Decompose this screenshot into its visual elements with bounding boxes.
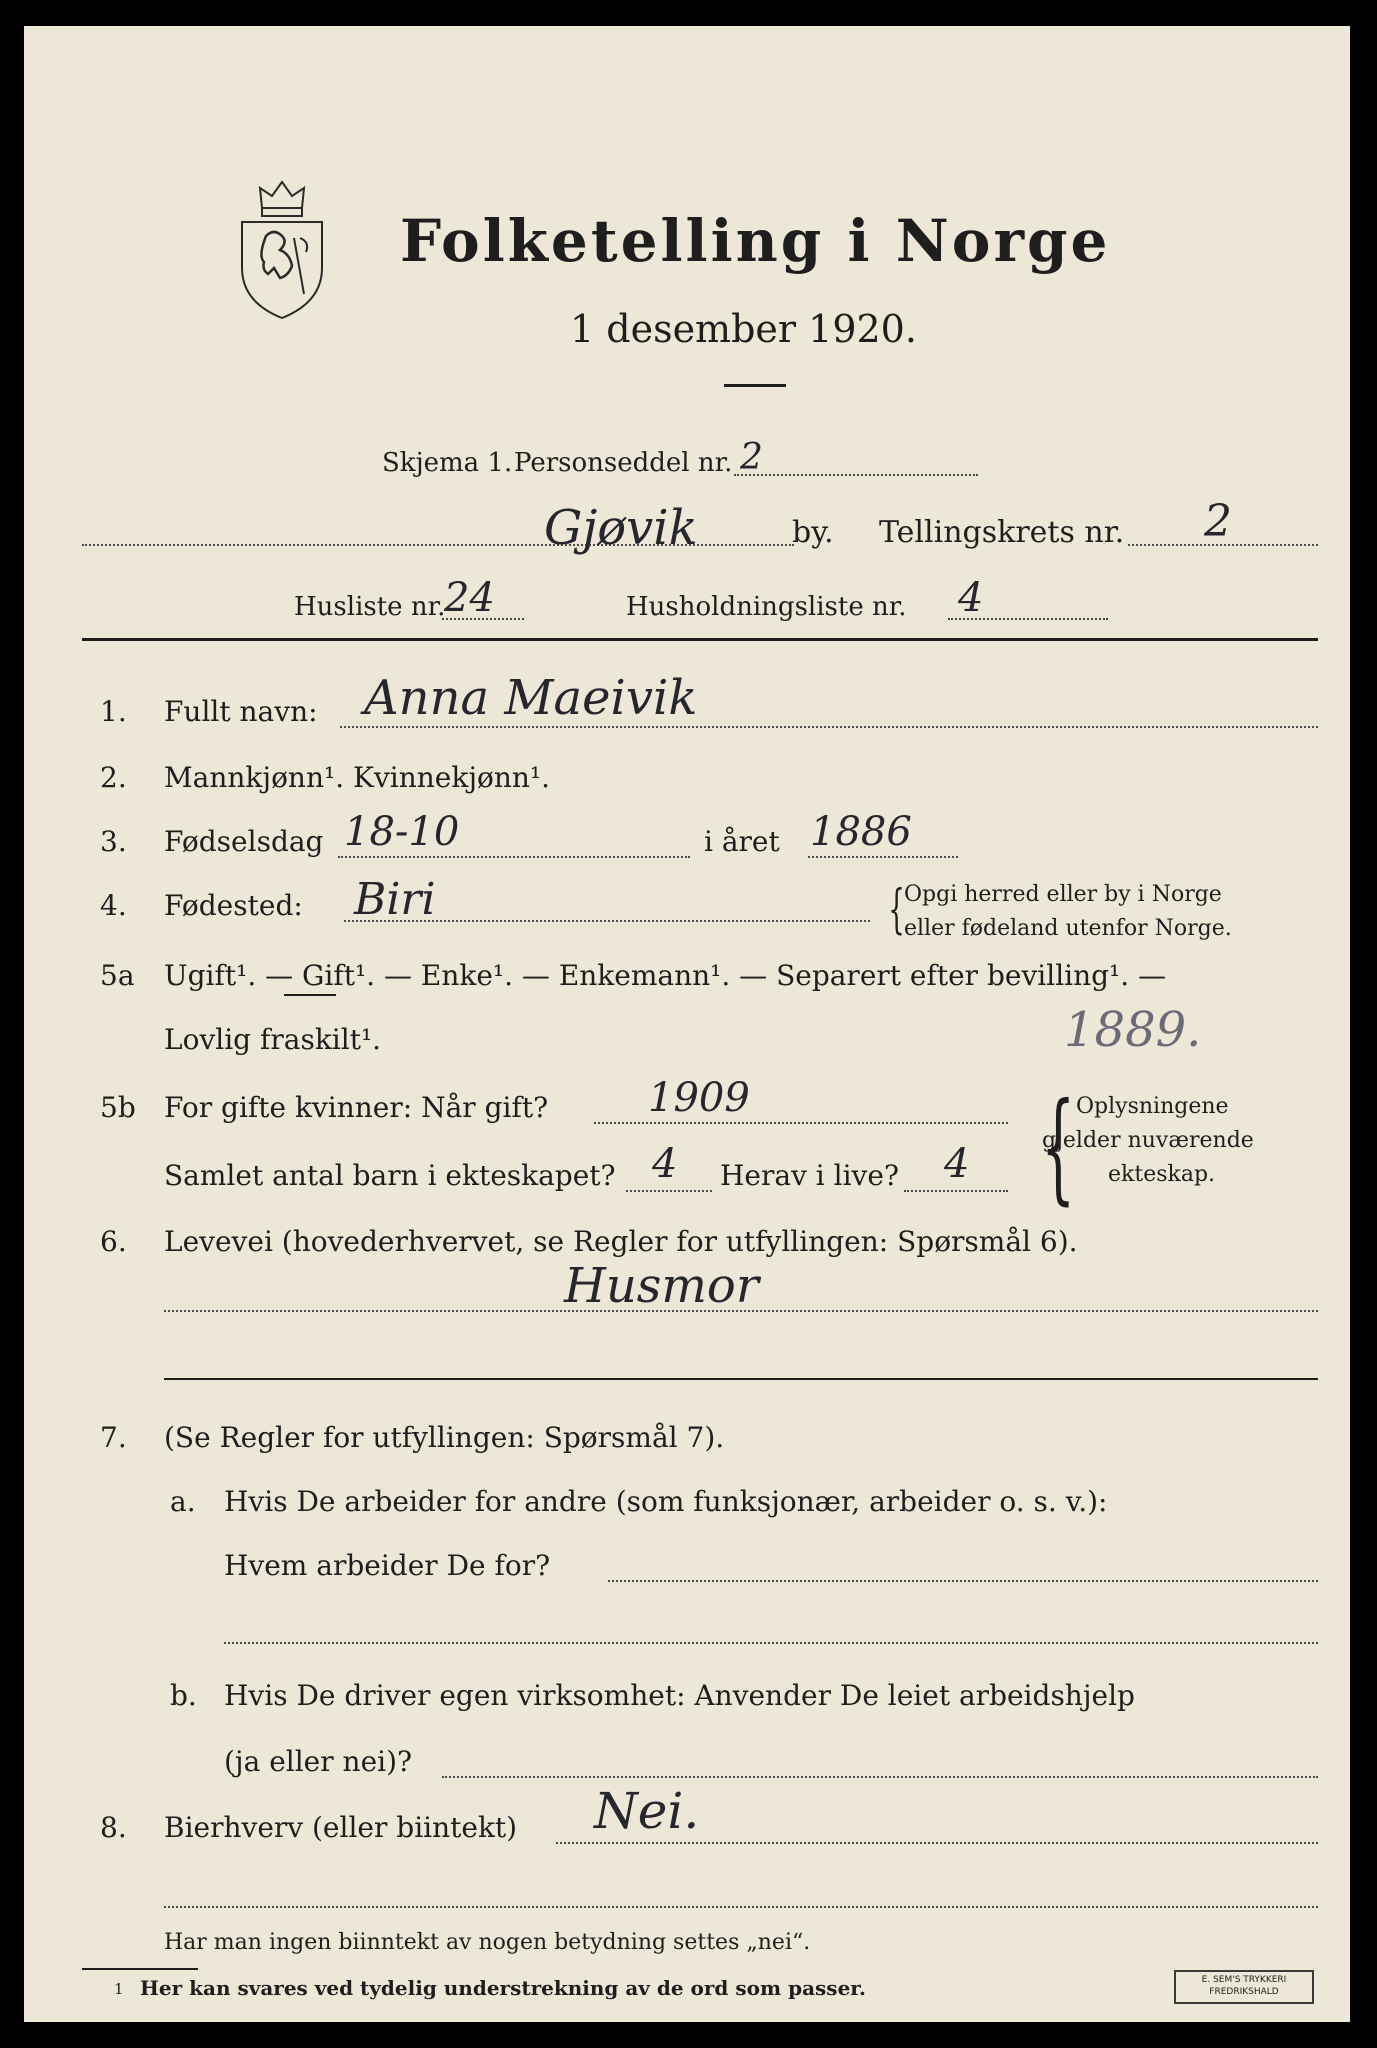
- q4-note-brace: {: [888, 880, 905, 940]
- q7b-answer-line[interactable]: [442, 1776, 1318, 1778]
- q7a-line2: Hvem arbeider De for?: [224, 1549, 551, 1582]
- q5b-married-value[interactable]: 1909: [648, 1075, 750, 1121]
- q7-label: (Se Regler for utfyllingen: Spørsmål 7).: [164, 1421, 725, 1454]
- q3-year-value[interactable]: 1886: [810, 809, 912, 855]
- census-date: 1 desember 1920.: [570, 307, 917, 351]
- q5a-number: 5a: [100, 959, 135, 992]
- husholdningsliste-label: Husholdningsliste nr.: [626, 592, 907, 622]
- q8-number: 8.: [100, 1811, 127, 1844]
- q5a-line1: Ugift¹. — Gift¹. — Enke¹. — Enkemann¹. — Separert efter bevilling¹. —: [164, 959, 1167, 992]
- q7-number: 7.: [100, 1421, 127, 1454]
- q4-label: Fødested:: [164, 889, 303, 922]
- husliste-value[interactable]: 24: [444, 575, 495, 621]
- q7b-line1: Hvis De driver egen virksomhet: Anvender De leiet arbeidshjelp: [224, 1679, 1135, 1712]
- q5b-number: 5b: [100, 1091, 136, 1124]
- q1-line: [340, 726, 1318, 728]
- q5b-alive-line: [904, 1190, 1008, 1192]
- printer-stamp: [1174, 1970, 1314, 2004]
- q5a-gift-underline[interactable]: [284, 994, 336, 996]
- tellingskrets-value[interactable]: 2: [1204, 496, 1232, 547]
- personseddel-value[interactable]: 2: [740, 437, 763, 478]
- by-value[interactable]: Gjøvik: [544, 500, 698, 556]
- footnote-rule: [82, 1968, 198, 1970]
- q1-number: 1.: [100, 695, 127, 728]
- header-rule: [82, 638, 1318, 641]
- q7b-line2: (ja eller nei)?: [224, 1745, 413, 1778]
- q5b-label2: Samlet antal barn i ekteskapet?: [164, 1159, 616, 1192]
- form-title: Folketelling i Norge: [400, 207, 1111, 275]
- husholdningsliste-value[interactable]: 4: [958, 575, 984, 621]
- personseddel-line: [734, 474, 978, 476]
- tellingskrets-label: Tellingskrets nr.: [879, 515, 1125, 550]
- q7a-letter: a.: [170, 1485, 196, 1518]
- title-divider: [724, 384, 786, 387]
- q8-value[interactable]: Nei.: [594, 1782, 700, 1840]
- husliste-label: Husliste nr.: [294, 592, 446, 622]
- personseddel-label: Personseddel nr.: [514, 448, 733, 478]
- q3-year-label: i året: [704, 825, 780, 858]
- footnote-text: Her kan svares ved tydelig understrekning av de ord som passer.: [140, 1976, 866, 2000]
- q3-number: 3.: [100, 825, 127, 858]
- q6-line2: [164, 1378, 1318, 1380]
- q7b-letter: b.: [170, 1679, 197, 1712]
- q3-day-value[interactable]: 18-10: [344, 809, 460, 855]
- q4-note-line1: Opgi herred eller by i Norge: [904, 882, 1222, 907]
- q5b-label3: Herav i live?: [720, 1159, 899, 1192]
- q5b-children-value[interactable]: 4: [652, 1141, 678, 1187]
- q5b-label1: For gifte kvinner: Når gift?: [164, 1091, 549, 1124]
- q1-value[interactable]: Anna Maeivik: [364, 670, 698, 726]
- printer-stamp-line2: FREDRIKSHALD: [1209, 1987, 1279, 1997]
- q3-year-line: [808, 856, 958, 858]
- q4-note-line2: eller fødeland utenfor Norge.: [904, 916, 1232, 941]
- q6-label: Levevei (hovederhvervet, se Regler for utfyllingen: Spørsmål 6).: [164, 1225, 1078, 1258]
- q1-label: Fullt navn:: [164, 695, 318, 728]
- q8-label: Bierhverv (eller biintekt): [164, 1811, 518, 1844]
- q8-note: Har man ingen biinntekt av nogen betydning settes „nei“.: [164, 1930, 811, 1955]
- q7a-answer-line1[interactable]: [608, 1580, 1318, 1582]
- q7a-line1: Hvis De arbeider for andre (som funksjonær, arbeider o. s. v.):: [224, 1485, 1108, 1518]
- q6-number: 6.: [100, 1225, 127, 1258]
- q2-number: 2.: [100, 761, 127, 794]
- skjema-label: Skjema 1.: [382, 448, 513, 478]
- q5a-line2: Lovlig fraskilt¹.: [164, 1023, 382, 1056]
- q4-value[interactable]: Biri: [354, 874, 436, 925]
- q5b-note-line2: gjelder nuværende: [1042, 1128, 1254, 1153]
- q5b-note-brace: {: [1040, 1078, 1076, 1217]
- printer-stamp-line1: E. SEM'S TRYKKERI: [1201, 1975, 1287, 1985]
- q8-line2: [164, 1906, 1318, 1908]
- q3-day-line: [338, 856, 690, 858]
- by-label: by.: [792, 515, 834, 550]
- q2-label: Mannkjønn¹. Kvinnekjønn¹.: [164, 761, 551, 794]
- census-form: [24, 26, 1350, 2022]
- q5a-pencil-note: 1889.: [1064, 1002, 1202, 1058]
- q5b-alive-value[interactable]: 4: [944, 1141, 970, 1187]
- q6-value[interactable]: Husmor: [564, 1258, 759, 1314]
- q4-number: 4.: [100, 889, 127, 922]
- q8-line1: [556, 1842, 1318, 1844]
- q5b-note-line3: ekteskap.: [1108, 1162, 1216, 1187]
- footnote-mark: 1: [114, 1980, 124, 1998]
- q5b-married-line: [594, 1122, 1008, 1124]
- q3-label: Fødselsdag: [164, 825, 324, 858]
- q5b-note-line1: Oplysningene: [1076, 1094, 1229, 1119]
- q7a-answer-line2[interactable]: [224, 1642, 1318, 1644]
- norwegian-coat-of-arms-icon: [232, 176, 332, 324]
- q5b-children-line: [626, 1190, 712, 1192]
